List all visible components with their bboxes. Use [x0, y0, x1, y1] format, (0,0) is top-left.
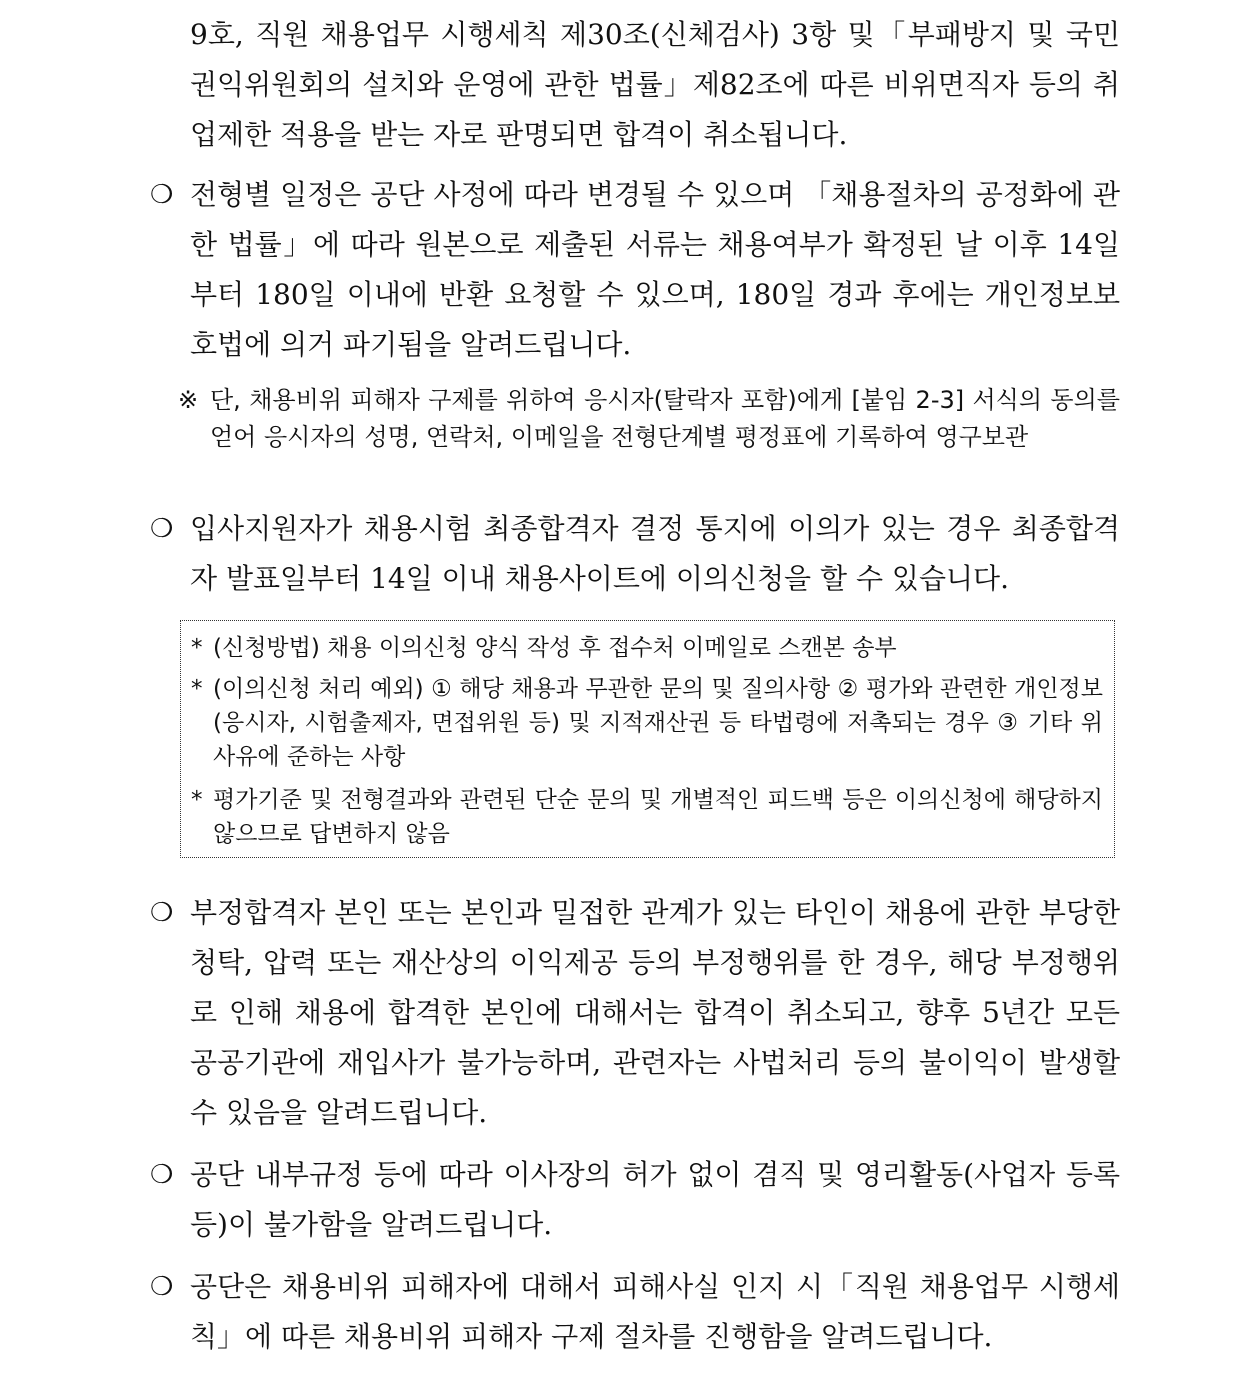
note-mark-icon: ※: [178, 386, 199, 414]
paragraph-fraud: 부정합격자 본인 또는 본인과 밀접한 관계가 있는 타인이 채용에 관한 부당한 청탁, 압력 또는 재산상의 이익제공 등의 부정행위를 한 경우, 해당 부정행위로 인해 채용에 합격한 본인에 대해서는 합격이 취소되고, 향후 5년간 모든 공공기관에 재입사가 불가능하며, 관련자는 사법처리 등의 불이익이 발생할 수 있음을 알려드립니다.: [190, 896, 1120, 1129]
bullet-icon: ❍: [150, 514, 174, 544]
box-item-method: * (신청방법) 채용 이의신청 양식 작성 후 접수처 이메일로 스캔본 송부: [191, 631, 1103, 665]
paragraph-side-job: 공단 내부규정 등에 따라 이사장의 허가 없이 겸직 및 영리활동(사업자 등록 등)이 불가함을 알려드립니다.: [190, 1158, 1120, 1241]
bullet-icon: ❍: [150, 1160, 174, 1190]
asterisk-icon: *: [191, 635, 203, 661]
objection-info-box: [180, 620, 1115, 858]
bullet-icon: ❍: [150, 1272, 174, 1302]
bullet-icon: ❍: [150, 898, 174, 928]
paragraph-victim-procedure: 공단은 채용비위 피해자에 대해서 피해사실 인지 시「직원 채용업무 시행세칙」에 따른 채용비위 피해자 구제 절차를 진행함을 알려드립니다.: [190, 1270, 1120, 1353]
paragraph-schedule-change: 전형별 일정은 공단 사정에 따라 변경될 수 있으며 「채용절차의 공정화에 관한 법률」에 따라 원본으로 제출된 서류는 채용여부가 확정된 날 이후 14일부터 180일 이내에 반환 요청할 수 있으며, 180일 경과 후에는 개인정보보호법에 의거 파기됨을 알려드립니다.: [190, 178, 1120, 361]
asterisk-icon: *: [191, 787, 203, 813]
paragraph-objection: 입사지원자가 채용시험 최종합격자 결정 통지에 이의가 있는 경우 최종합격자 발표일부터 14일 이내 채용사이트에 이의신청을 할 수 있습니다.: [190, 512, 1120, 595]
asterisk-icon: *: [191, 676, 203, 702]
note-victim-relief: 단, 채용비위 피해자 구제를 위하여 응시자(탈락자 포함)에게 [붙임 2-3] 서식의 동의를 얻어 응시자의 성명, 연락처, 이메일을 전형단계별 평정표에 기록하여 영구보관: [210, 386, 1120, 451]
box-item-exceptions: * (이의신청 처리 예외) ① 해당 채용과 무관한 문의 및 질의사항 ② 평가와 관련한 개인정보(응시자, 시험출제자, 면접위원 등) 및 지적재산권 등 타법령에 저촉되는 경우 ③ 기타 위 사유에 준하는 사항: [191, 672, 1103, 774]
box-item-no-answer: * 평가기준 및 전형결과와 관련된 단순 문의 및 개별적인 피드백 등은 이의신청에 해당하지 않으므로 답변하지 않음: [191, 783, 1103, 851]
paragraph-continued: 9호, 직원 채용업무 시행세칙 제30조(신체검사) 3항 및「부패방지 및 국민권익위원회의 설치와 운영에 관한 법률」제82조에 따른 비위면직자 등의 취업제한 적용을 받는 자로 판명되면 합격이 취소됩니다.: [190, 18, 1120, 151]
bullet-icon: ❍: [150, 180, 174, 210]
